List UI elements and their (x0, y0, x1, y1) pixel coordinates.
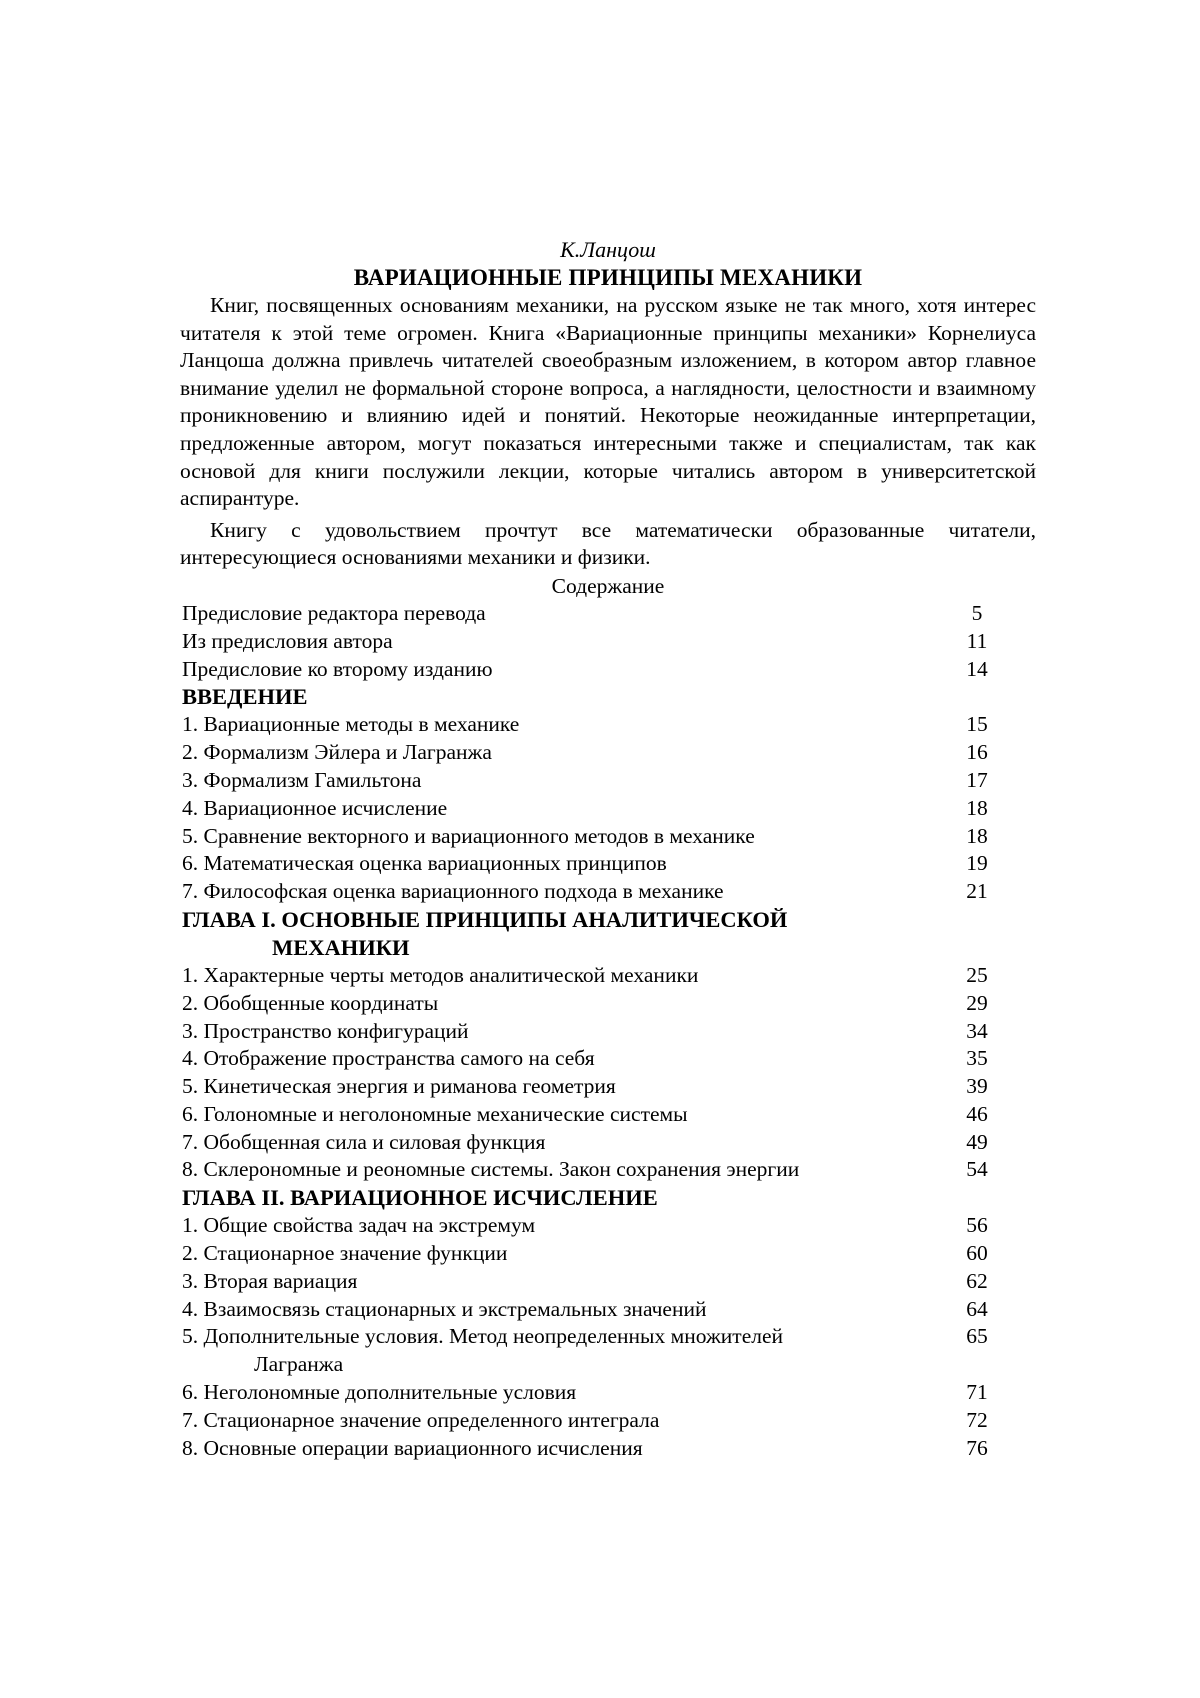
toc-entry-title: 1. Характерные черты методов аналитической механики (182, 962, 699, 987)
page-content (180, 236, 1036, 1462)
toc-entry-title: 2. Обобщенные координаты (182, 990, 439, 1015)
heading-line: ГЛАВА I. ОСНОВНЫЕ ПРИНЦИПЫ АНАЛИТИЧЕСКОЙ (182, 906, 788, 932)
toc-entry-page: 60 (966, 1241, 988, 1266)
toc-entry (180, 1073, 1036, 1101)
toc-entry (180, 656, 1036, 684)
toc-entry (180, 1156, 1036, 1184)
toc-section-heading (180, 683, 1036, 711)
toc-entry-page: 65 (966, 1324, 988, 1349)
toc-entry-title: 7. Философская оценка вариационного подхода в механике (182, 879, 724, 904)
toc-section-heading (180, 906, 1036, 962)
toc-entry-title: 4. Отображение пространства самого на себя (182, 1046, 595, 1071)
toc-entry-page: 5 (971, 600, 983, 625)
toc-entry-title: Предисловие редактора перевода (182, 600, 486, 625)
toc-entry-page: 18 (966, 795, 988, 820)
section-heading-chapter-2: ГЛАВА II. ВАРИАЦИОННОЕ ИСЧИСЛЕНИЕ (182, 1185, 658, 1211)
table-of-contents (180, 600, 1036, 1463)
toc-entry-title: 6. Неголономные дополнительные условия (182, 1380, 577, 1405)
author-name: К.Ланцош (560, 237, 656, 262)
toc-entry-title: 1. Вариационные методы в механике (182, 712, 520, 737)
toc-entry-page: 17 (966, 767, 988, 792)
toc-entry-title: 8. Склерономные и реономные системы. Закон сохранения энергии (182, 1157, 800, 1182)
toc-entry (180, 850, 1036, 878)
toc-entry-title: 5. Сравнение векторного и вариационного методов в механике (182, 823, 755, 848)
toc-entry-page: 71 (966, 1380, 988, 1405)
toc-entry-title: Предисловие ко второму изданию (182, 656, 493, 681)
toc-entry-title: 5. Кинетическая энергия и риманова геометрия (182, 1074, 616, 1099)
toc-entry (180, 767, 1036, 795)
toc-entry-page: 15 (966, 712, 988, 737)
toc-entry-title: 7. Стационарное значение определенного интеграла (182, 1407, 660, 1432)
toc-entry (180, 1407, 1036, 1435)
entry-line: 5. Дополнительные условия. Метод неопределенных множителей (182, 1324, 784, 1349)
toc-entry (180, 628, 1036, 656)
toc-entry (180, 1018, 1036, 1046)
description-paragraph: Книгу с удовольствием прочтут все математически образованные читатели, интересующиеся основаниями механики и физики. (180, 517, 1036, 570)
toc-entry-page: 64 (966, 1296, 988, 1321)
toc-entry-page: 34 (966, 1018, 988, 1043)
toc-entry-page: 62 (966, 1268, 988, 1293)
toc-entry (180, 600, 1036, 628)
toc-entry-title: Из предисловия автора (182, 628, 393, 653)
toc-entry (180, 1240, 1036, 1268)
toc-entry-page: 14 (966, 656, 988, 681)
toc-entry (180, 878, 1036, 906)
toc-entry-page: 76 (966, 1435, 988, 1460)
toc-section-heading (180, 1184, 1036, 1212)
toc-entry (180, 1323, 1036, 1379)
toc-entry-title: 6. Голономные и неголономные механические системы (182, 1101, 688, 1126)
toc-title: Содержание (551, 573, 665, 598)
toc-entry-page: 18 (966, 823, 988, 848)
toc-entry-title: 6. Математическая оценка вариационных принципов (182, 851, 667, 876)
section-heading-chapter-1 (180, 906, 922, 962)
toc-entry-title: 8. Основные операции вариационного исчисления (182, 1435, 643, 1460)
toc-entry (180, 711, 1036, 739)
section-heading-introduction: ВВЕДЕНИЕ (182, 684, 308, 710)
toc-entry-page: 11 (966, 628, 988, 653)
toc-entry-page: 16 (966, 740, 988, 765)
toc-entry (180, 1129, 1036, 1157)
toc-entry-title (180, 1323, 922, 1379)
toc-entry-title: 2. Стационарное значение функции (182, 1241, 508, 1266)
toc-entry-page: 54 (966, 1157, 988, 1182)
toc-entry (180, 1379, 1036, 1407)
toc-entry (180, 990, 1036, 1018)
toc-entry-page: 46 (966, 1101, 988, 1126)
toc-entry-page: 39 (966, 1074, 988, 1099)
toc-entry-page: 21 (966, 879, 988, 904)
toc-entry (180, 1296, 1036, 1324)
toc-entry (180, 1045, 1036, 1073)
toc-entry-title: 4. Вариационное исчисление (182, 795, 448, 820)
toc-entry-title: 4. Взаимосвязь стационарных и экстремальных значений (182, 1296, 707, 1321)
toc-entry (180, 1435, 1036, 1463)
toc-entry-title: 1. Общие свойства задач на экстремум (182, 1213, 536, 1238)
toc-entry (180, 962, 1036, 990)
toc-entry (180, 1268, 1036, 1296)
book-title: ВАРИАЦИОННЫЕ ПРИНЦИПЫ МЕХАНИКИ (353, 265, 863, 290)
toc-entry (180, 795, 1036, 823)
toc-entry-title: 2. Формализм Эйлера и Лагранжа (182, 740, 492, 765)
heading-line: МЕХАНИКИ (272, 934, 410, 960)
description-paragraph: Книг, посвященных основаниям механики, на русском языке не так много, хотя интерес читателя к этой теме огромен. Книга «Вариационные принципы механики» Корнелиуса Ланцоша должна привлечь читателей своеобразным изложением, в котором автор главное внимание уделил не формальной стороне вопроса, а наглядности, целостности и взаимному проникновению и влиянию идей и понятий. Некоторые неожиданные интерпретации, предложенные автором, могут показаться интересными также и специалистам, так как основой для книги послужили лекции, которые читались автором в университетской аспирантуре. (180, 293, 1036, 511)
toc-entry (180, 739, 1036, 767)
toc-entry-title: 3. Пространство конфигураций (182, 1018, 469, 1043)
toc-entry-page: 19 (966, 851, 988, 876)
toc-entry-title: 3. Вторая вариация (182, 1268, 358, 1293)
toc-entry-title: 7. Обобщенная сила и силовая функция (182, 1129, 546, 1154)
toc-entry-page: 29 (966, 990, 988, 1015)
entry-line: Лагранжа (254, 1352, 344, 1377)
toc-entry (180, 1212, 1036, 1240)
toc-entry-page: 35 (966, 1046, 988, 1071)
toc-entry-page: 49 (966, 1129, 988, 1154)
toc-entry-title: 3. Формализм Гамильтона (182, 767, 422, 792)
toc-entry-page: 25 (966, 962, 988, 987)
toc-entry-page: 72 (966, 1407, 988, 1432)
toc-entry-page: 56 (966, 1213, 988, 1238)
toc-entry (180, 1101, 1036, 1129)
toc-entry (180, 823, 1036, 851)
